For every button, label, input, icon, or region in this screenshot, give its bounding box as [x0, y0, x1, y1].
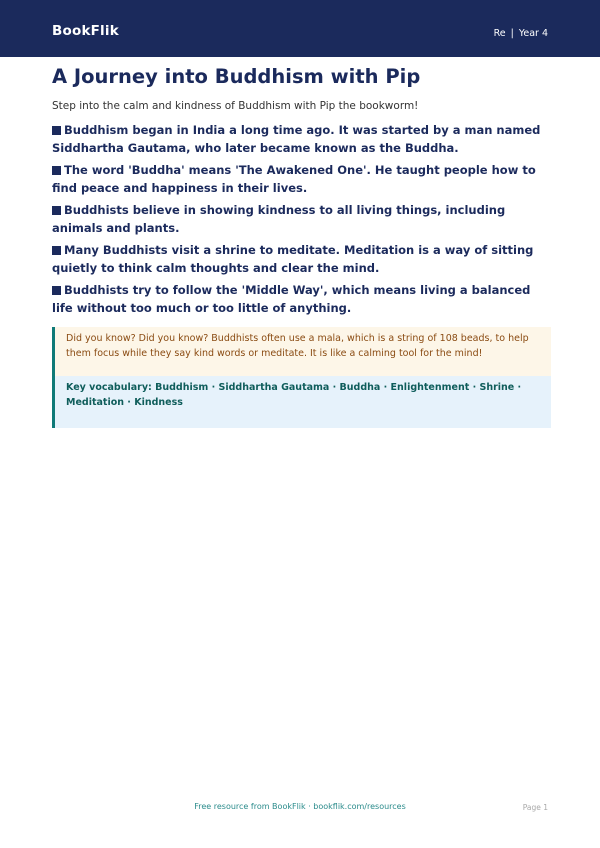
year-label: Year 4: [518, 28, 548, 39]
fact-item: [52, 282, 552, 317]
fact-text: Buddhism began in India a long time ago. It was started by a man named Siddhartha Gautama, who later became known as the Buddha.: [52, 123, 541, 155]
bullet-square-icon: [52, 246, 61, 255]
fact-text: Buddhists try to follow the 'Middle Way', which means living a balanced life without too much or too little of anything.: [52, 283, 531, 315]
fact-item: [52, 242, 552, 277]
header-bar: [0, 0, 600, 57]
page-title: A Journey into Buddhism with Pip: [52, 65, 421, 88]
fact-item: [52, 162, 552, 197]
fact-list: [52, 122, 552, 322]
fact-text: The word 'Buddha' means 'The Awakened One'. He taught people how to find peace and happiness in their lives.: [52, 163, 536, 195]
info-callout: [52, 327, 551, 428]
bullet-square-icon: [52, 126, 61, 135]
fact-item: [52, 122, 552, 157]
fact-text: Buddhists believe in showing kindness to all living things, including animals and plants.: [52, 203, 506, 235]
bullet-square-icon: [52, 166, 61, 175]
vocabulary-box: Key vocabulary: Buddhism · Siddhartha Gautama · Buddha · Enlightenment · Shrine · Meditation · Kindness: [55, 376, 551, 428]
page-number: Page 1: [522, 803, 548, 812]
subject-label: Re: [493, 28, 506, 39]
bullet-square-icon: [52, 206, 61, 215]
intro-text: Step into the calm and kindness of Buddhism with Pip the bookworm!: [52, 100, 419, 112]
breadcrumb: [494, 28, 548, 39]
footer-link[interactable]: Free resource from BookFlik · bookflik.com/resources: [194, 802, 406, 811]
brand-logo[interactable]: BookFlik: [52, 23, 119, 39]
bullet-square-icon: [52, 286, 61, 295]
breadcrumb-separator: |: [510, 28, 514, 39]
did-you-know-box: Did you know? Did you know? Buddhists often use a mala, which is a string of 108 beads, to help them focus while they say kind words or meditate. It is like a calming tool for the mind!: [55, 327, 551, 376]
fact-item: [52, 202, 552, 237]
fact-text: Many Buddhists visit a shrine to meditate. Meditation is a way of sitting quietly to think calm thoughts and clear the mind.: [52, 243, 534, 275]
